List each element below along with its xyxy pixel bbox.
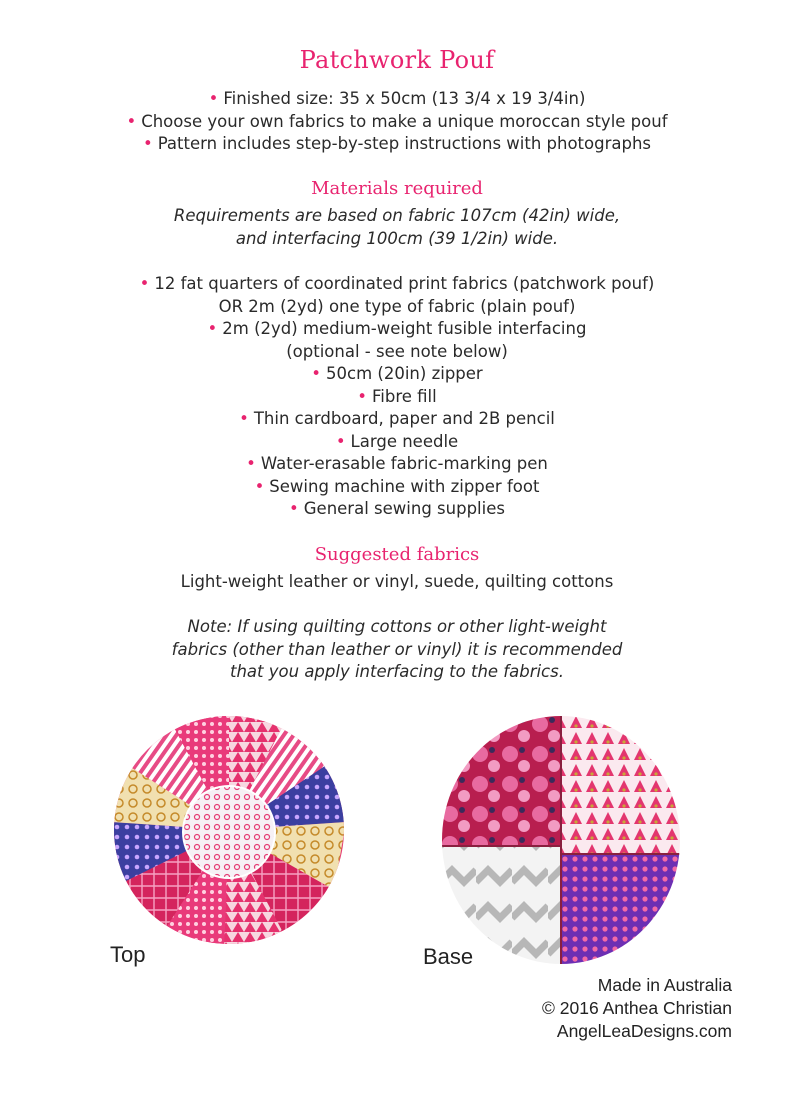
pouf-top-photo — [112, 712, 346, 948]
materials-item: • 2m (2yd) medium-weight fusible interfacing — [207, 319, 587, 338]
page-title: Patchwork Pouf — [299, 46, 495, 74]
bullet-dot: • — [139, 274, 150, 293]
fabrics-text-line: Light-weight leather or vinyl, suede, quilting cottons — [180, 572, 614, 591]
pouf-base-photo — [440, 714, 682, 966]
materials-item: • Water-erasable fabric-marking pen — [246, 454, 548, 473]
bullet-dot: • — [357, 386, 367, 406]
pouf-base-caption: Base — [423, 944, 474, 969]
bullet-dot: • — [254, 476, 265, 496]
materials-item: • Large needle — [335, 431, 459, 451]
materials-list — [0, 273, 794, 521]
credits-copyright: © 2016 Anthea Christian — [542, 998, 732, 1018]
credits-block — [542, 974, 732, 1043]
bullet-dot: • — [239, 409, 249, 428]
fabrics-text — [0, 571, 794, 594]
materials-item: • 12 fat quarters of coordinated print fabrics (patchwork pouf) — [139, 274, 655, 293]
materials-heading: Materials required — [311, 178, 483, 199]
materials-note-line: Requirements are based on fabric 107cm (42in) wide, — [173, 206, 621, 225]
bullet-dot: • — [246, 454, 256, 473]
materials-item-continuation: (optional - see note below) — [286, 341, 508, 361]
bullet-dot: • — [289, 499, 299, 518]
fabrics-note-line: Note: If using quilting cottons or other light-weight — [187, 617, 607, 636]
materials-item-continuation: OR 2m (2yd) one type of fabric (plain pouf) — [218, 296, 576, 316]
materials-item: • Sewing machine with zipper foot — [254, 476, 540, 496]
bullet-dot: • — [335, 431, 346, 451]
credits-website: AngelLeaDesigns.com — [556, 1021, 732, 1041]
materials-item: • Fibre fill — [357, 386, 437, 406]
intro-bullet: • Pattern includes step-by-step instructions with photographs — [142, 134, 652, 153]
fabrics-heading: Suggested fabrics — [314, 544, 480, 565]
bullet-dot: • — [311, 364, 322, 383]
fabrics-note-line: that you apply interfacing to the fabrics. — [230, 662, 564, 681]
fabrics-note — [0, 616, 794, 684]
materials-note — [0, 205, 794, 250]
intro-bullet: • Choose your own fabrics to make a unique moroccan style pouf — [126, 111, 668, 131]
materials-item: • 50cm (20in) zipper — [311, 364, 483, 383]
intro-bullet: • Finished size: 35 x 50cm (13 3/4 x 19 3/4in) — [208, 89, 586, 108]
bullet-dot: • — [126, 111, 137, 131]
fabrics-note-line: fabrics (other than leather or vinyl) it is recommended — [171, 639, 623, 659]
intro-bullet-list — [0, 88, 794, 156]
bullet-dot: • — [207, 319, 218, 338]
materials-note-line: and interfacing 100cm (39 1/2in) wide. — [235, 228, 559, 248]
materials-item: • Thin cardboard, paper and 2B pencil — [239, 409, 555, 428]
pouf-top-caption: Top — [110, 942, 146, 967]
materials-item: • General sewing supplies — [289, 499, 505, 518]
bullet-dot: • — [208, 89, 219, 108]
bullet-dot: • — [142, 134, 153, 153]
credits-made-in: Made in Australia — [597, 975, 732, 995]
